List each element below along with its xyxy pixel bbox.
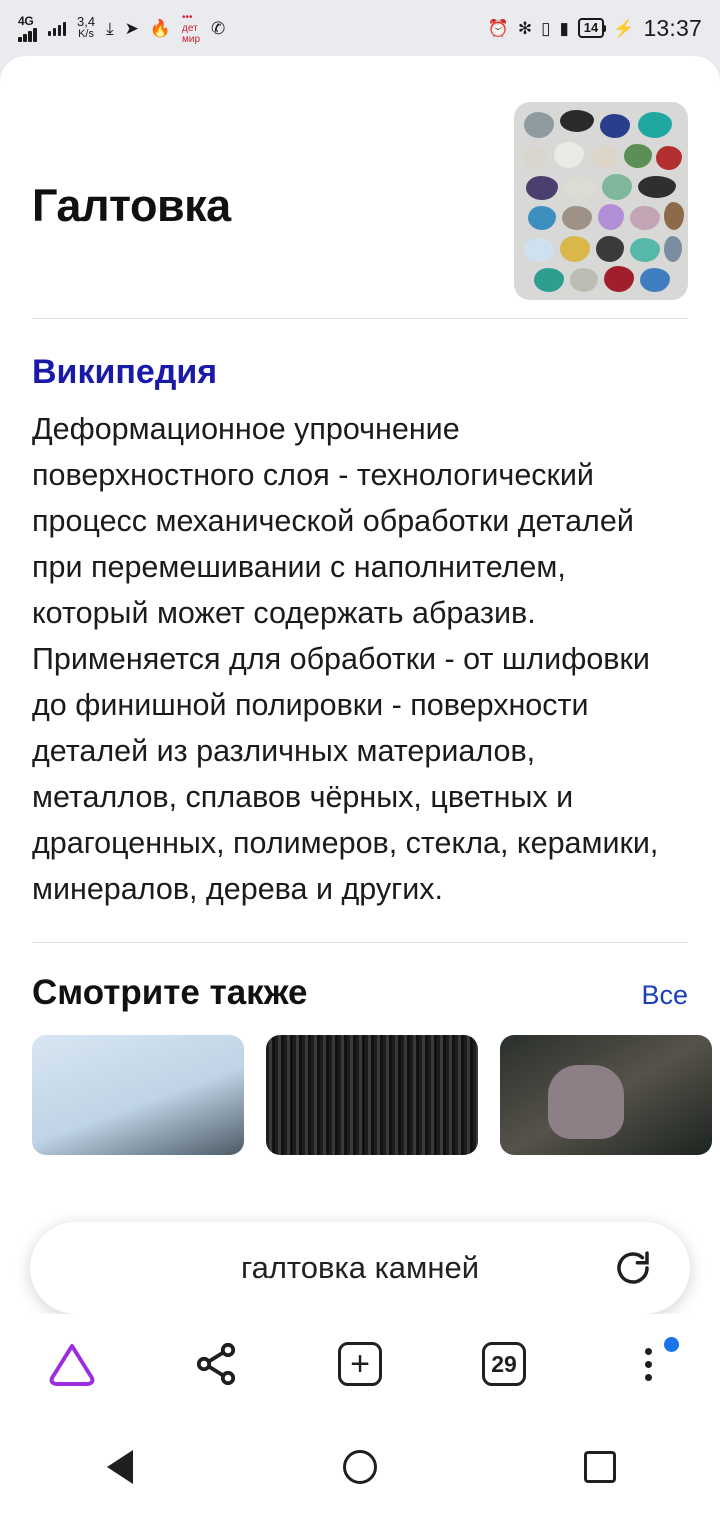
network-speed-unit: K/s bbox=[78, 28, 94, 41]
browser-toolbar bbox=[0, 1314, 720, 1414]
new-tab-button[interactable] bbox=[315, 1329, 405, 1399]
tab-count-badge[interactable]: 29 bbox=[482, 1342, 526, 1386]
alarm-icon: ⏰ bbox=[487, 18, 509, 38]
page-title: Галтовка bbox=[32, 180, 231, 231]
title-row bbox=[32, 56, 688, 318]
home-nav-button[interactable] bbox=[315, 1432, 405, 1502]
status-bar-left bbox=[18, 12, 225, 45]
source-link[interactable]: Википедия bbox=[32, 353, 218, 391]
status-bar-right bbox=[488, 15, 702, 42]
vibrate-icon: ▮ bbox=[559, 18, 569, 38]
signal-bars-2-icon bbox=[48, 21, 67, 36]
sim-icon: ▯ bbox=[541, 18, 551, 38]
see-also-cards bbox=[32, 1025, 688, 1155]
bluetooth-icon: ✻ bbox=[517, 18, 533, 38]
network-speed-value: 3,4 bbox=[77, 14, 96, 30]
more-vertical-icon[interactable] bbox=[645, 1348, 652, 1381]
download-icon: ⤓ bbox=[106, 18, 114, 38]
menu-button[interactable] bbox=[603, 1329, 693, 1399]
flame-icon: 🔥 bbox=[149, 18, 172, 38]
telegram-icon: ➤ bbox=[124, 18, 139, 38]
detmir-icon: ••• дет мир bbox=[182, 11, 201, 45]
charging-icon: ⚡ bbox=[613, 18, 635, 38]
network-speed bbox=[77, 15, 95, 40]
search-bar[interactable] bbox=[30, 1222, 690, 1314]
tumbled-stones-photo[interactable] bbox=[514, 102, 688, 300]
whatsapp-icon: ✆ bbox=[211, 18, 226, 38]
browser-logo-button[interactable] bbox=[27, 1329, 117, 1399]
signal-bars-icon bbox=[18, 27, 37, 42]
share-icon[interactable] bbox=[192, 1340, 240, 1388]
article-body bbox=[0, 319, 720, 912]
see-also-section bbox=[0, 943, 720, 1155]
network-generation-label: 4G bbox=[18, 13, 34, 28]
home-icon[interactable] bbox=[343, 1450, 377, 1484]
yandex-triangle-icon[interactable] bbox=[46, 1340, 98, 1388]
status-bar bbox=[0, 0, 720, 56]
back-icon[interactable] bbox=[107, 1450, 133, 1484]
article-header bbox=[0, 56, 720, 318]
share-button[interactable] bbox=[171, 1329, 261, 1399]
tabs-button[interactable] bbox=[459, 1329, 549, 1399]
related-card-1[interactable] bbox=[32, 1035, 244, 1155]
see-also-all-link[interactable]: Все bbox=[641, 980, 688, 1010]
related-card-3[interactable] bbox=[500, 1035, 712, 1155]
reload-icon[interactable] bbox=[612, 1247, 654, 1289]
clock: 13:37 bbox=[643, 14, 702, 41]
recents-icon[interactable] bbox=[584, 1451, 616, 1483]
network-signal-1 bbox=[18, 15, 37, 42]
menu-notification-dot bbox=[664, 1337, 679, 1352]
related-card-2[interactable] bbox=[266, 1035, 478, 1155]
recents-nav-button[interactable] bbox=[555, 1432, 645, 1502]
android-nav-bar bbox=[0, 1414, 720, 1520]
search-query-text[interactable]: галтовка камней bbox=[240, 1250, 480, 1285]
plus-icon[interactable]: + bbox=[338, 1342, 382, 1386]
see-also-header bbox=[32, 943, 688, 1025]
article-description: Деформационное упрочнение поверхностного слоя - технологический процесс механической обработки деталей при перемешивании с наполнителем, который может содержать абразив. Применяется для обработки - от шлифовки до финишной полировки - поверхности деталей из различных материалов, металлов, сплавов чёрных, цветных и драгоценных, полимеров, стекла, керамики, минералов, дерева и других. bbox=[32, 412, 659, 906]
see-also-title: Смотрите также bbox=[32, 973, 308, 1012]
back-nav-button[interactable] bbox=[75, 1432, 165, 1502]
battery-indicator: 14 bbox=[578, 18, 604, 38]
